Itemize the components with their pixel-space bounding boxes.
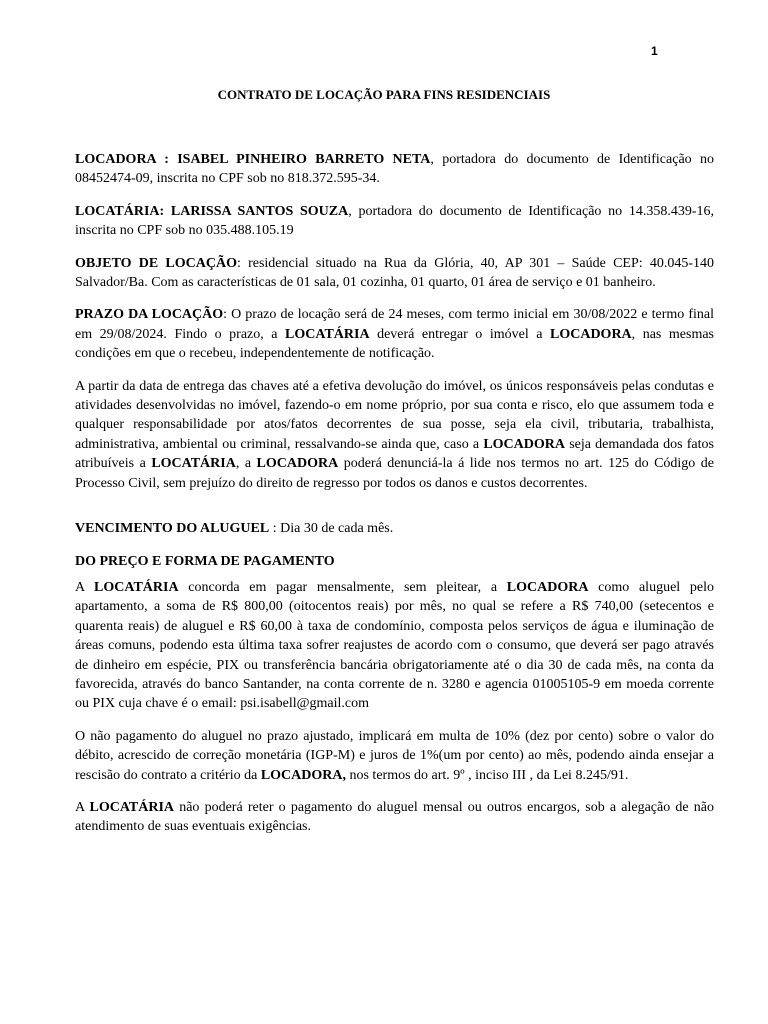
locadora-paragraph [75,150,714,189]
party-name: LOCADORA [256,456,339,472]
vencimento-text: : Dia 30 de cada mês. [269,521,394,537]
party-name: LOCADORA [550,326,632,342]
locataria-text: , portadora do documento de Identificação no 14.358.439-16, inscrita no CPF sob no 035.488.105.19 [75,203,715,239]
preco-paragraph-1 [75,578,714,714]
prazo-label: PRAZO DA LOCAÇÃO [75,307,224,323]
document-title: CONTRATO DE LOCAÇÃO PARA FINS RESIDENCIAIS [217,87,551,102]
prazo-text: , nas mesmas condições em que o recebeu, independentemente de notificação. [75,326,714,362]
objeto-label: OBJETO DE LOCAÇÃO [75,255,237,271]
party-name: LOCADORA, [260,767,346,783]
responsabilidade-text: , a [235,456,257,472]
page-number: 1 [651,44,658,58]
preco-text: não poderá reter o pagamento do aluguel mensal ou outros encargos, sob a alegação de não atendimento de suas eventuais exigências. [75,799,714,835]
responsabilidade-text: seja demandada dos fatos atribuíveis a [75,436,714,472]
preco-text: como aluguel pelo apartamento, a soma de R$ 800,00 (oitocentos reais) por mês, no qual se refere a R$ 740,00 (setecentos e quarenta reais) de aluguel e R$ 60,00 à taxa de condomínio, composta pelos serviços de água e iluminação de áreas comuns, podendo esta última taxa sofrer reajustes de acordo com o consumo, que deverá ser pago através de dinheiro em espécie, PIX ou transferência bancária obrigatoriamente até o dia 30 de cada mês, na conta da favorecida, através do banco Santander, na conta corrente de n. 3280 e agencia 01005105-9 em moeda corrente ou PIX cuja chave é o email: psi.isabell@gmail.com [75,579,714,712]
preco-paragraph-2 [75,727,714,785]
locataria-paragraph [75,202,714,241]
prazo-text: deverá entregar o imóvel a [369,326,550,342]
locataria-label: LOCATÁRIA: LARISSA SANTOS SOUZA [75,203,349,219]
party-name: LOCATÁRIA [151,456,236,472]
vencimento-paragraph [75,519,714,538]
party-name: LOCATÁRIA [285,326,370,342]
responsabilidade-text: poderá denunciá-la á lide nos termos no art. 125 do Código de Processo Civil, sem prejuízo do direito de regresso por todos os danos e custos decorrentes. [75,456,715,491]
prazo-paragraph [75,305,714,363]
preco-text: A [75,579,95,595]
preco-text: concorda em pagar mensalmente, sem pleitear, a [178,579,507,595]
preco-heading: DO PREÇO E FORMA DE PAGAMENTO [75,553,335,569]
preco-paragraph-3 [75,798,714,837]
locadora-text: , portadora do documento de Identificação no 08452474-09, inscrita no CPF sob no 818.372.595-34. [75,152,714,187]
preco-text: A [75,799,90,815]
locadora-label: LOCADORA : ISABEL PINHEIRO BARRETO NETA [75,152,431,167]
preco-text: nos termos do art. 9º , inciso III , da Lei 8.245/91. [345,767,629,783]
responsabilidade-text: A partir da data de entrega das chaves até a efetiva devolução do imóvel, os únicos responsáveis pelas condutas e atividades desenvolvidas no imóvel, fazendo-o em nome próprio, por sua conta e risco, elo que assumem toda e qualquer responsabilidade por atos/fatos decorrentes de sua posse, seja ela civil, tributaria, trabalhista, administrativa, ambiental ou criminal, ressalvando-se ainda que, caso a [75,378,714,452]
preco-text: O não pagamento do aluguel no prazo ajustado, implicará em multa de 10% (dez por cento) sobre o valor do débito, acrescido de correção monetária (IGP-M) e juros de 1%(um por cento) ao mês, podendo ainda ensejar a rescisão do contrato a critério da [75,728,714,783]
document-body [75,150,714,850]
party-name: LOCATÁRIA [89,799,175,815]
vencimento-label: VENCIMENTO DO ALUGUEL [75,521,270,537]
party-name: LOCADORA [506,579,589,595]
objeto-text: : residencial situado na Rua da Glória, 40, AP 301 – Saúde CEP: 40.045-140 Salvador/Ba. Com as características de 01 sala, 01 cozinha, 01 quarto, 01 área de serviço e 01 banheiro. [75,255,715,291]
party-name: LOCATÁRIA [94,579,179,595]
responsabilidade-paragraph [75,377,714,493]
prazo-text: : O prazo de locação será de 24 meses, com termo inicial em 30/08/2022 e termo final em 29/08/2024. Findo o prazo, a [75,307,714,342]
objeto-paragraph [75,254,714,293]
party-name: LOCADORA [483,436,565,452]
